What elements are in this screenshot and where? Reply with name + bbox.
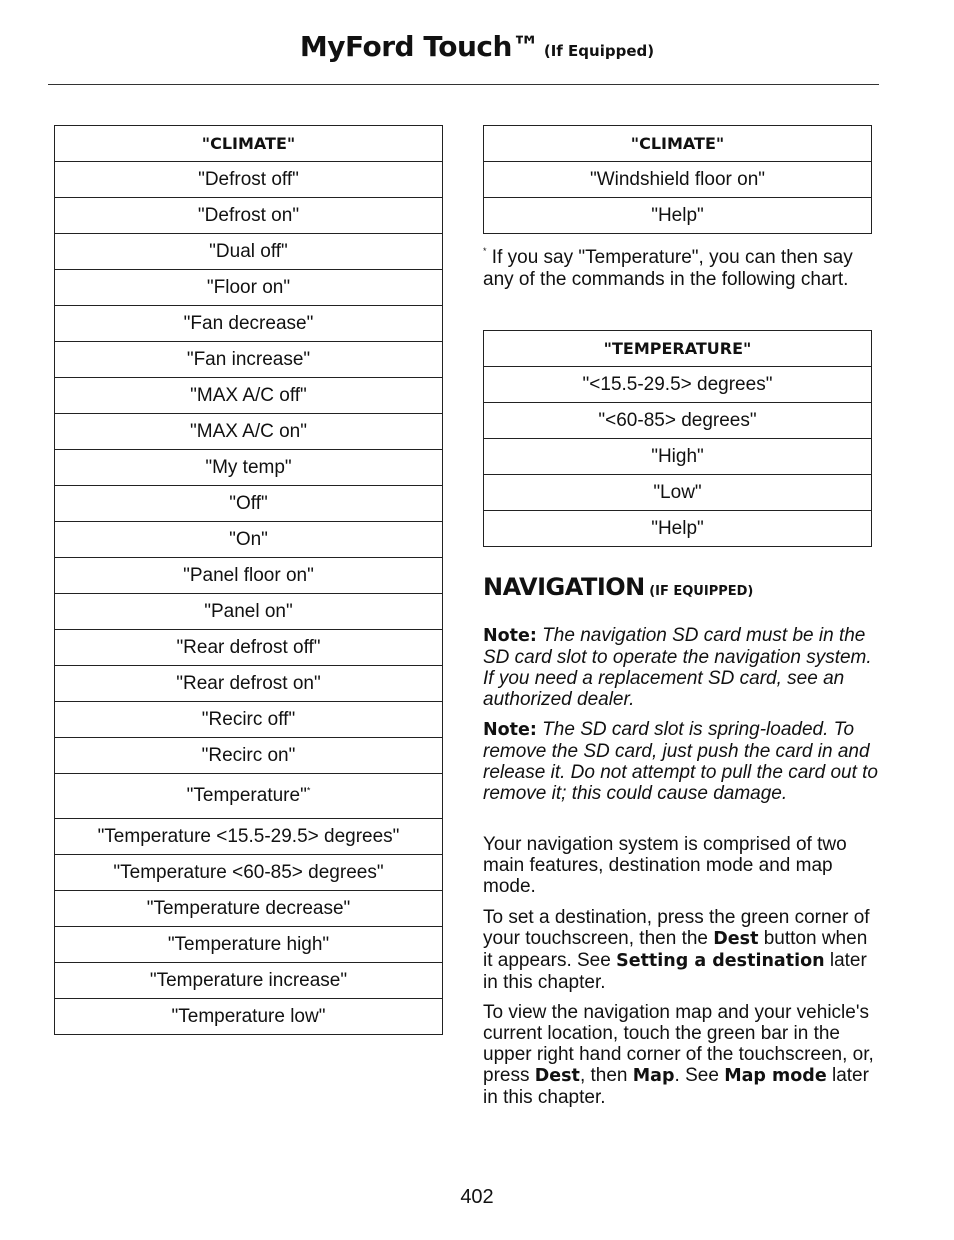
climate-continued-table [483, 125, 872, 234]
table-row [55, 198, 443, 234]
table-row [55, 162, 443, 198]
set-destination-paragraph [483, 907, 878, 993]
table-row [484, 511, 872, 547]
table-cell: "Temperature decrease" [55, 891, 443, 927]
table-row [484, 475, 872, 511]
footnote-text: If you say "Temperature", you can then say any of the commands in the following chart. [483, 247, 853, 290]
table-row [55, 927, 443, 963]
table-cell-text: "Temperature" [186, 785, 307, 806]
table-cell: "Temperature increase" [55, 963, 443, 999]
table-cell: "Help" [484, 198, 872, 234]
table-row [55, 234, 443, 270]
table-row [55, 270, 443, 306]
table-row [55, 558, 443, 594]
map-mode-reference: Map mode [724, 1066, 827, 1086]
footnote [483, 240, 878, 291]
table-cell: "High" [484, 439, 872, 475]
paragraph-text: . See [674, 1065, 725, 1086]
table-row [55, 378, 443, 414]
table-cell: "Low" [484, 475, 872, 511]
table-heading: "CLIMATE" [484, 126, 872, 162]
paragraph-text: To view the navigation map and your vehicle's current location, touch the green bar in the upper right hand corner of the touchscreen, or, press [483, 1002, 874, 1086]
table-cell: "<15.5-29.5> degrees" [484, 367, 872, 403]
paragraph-text: Your navigation system is comprised of two main features, destination mode and map mode. [483, 834, 847, 897]
paragraph-text: To set a destination, press the green corner of your touchscreen, then the [483, 907, 870, 949]
table-row [484, 403, 872, 439]
table-cell [55, 774, 443, 819]
paragraph-text: later in this chapter. [483, 950, 867, 993]
note-sd-card-required [483, 625, 878, 710]
table-cell: "Floor on" [55, 270, 443, 306]
table-cell: "Panel floor on" [55, 558, 443, 594]
setting-destination-reference: Setting a destination [616, 951, 825, 971]
note-sd-card-slot [483, 719, 878, 804]
table-cell: "My temp" [55, 450, 443, 486]
temperature-commands-table [483, 330, 872, 547]
footnote-marker: * [306, 785, 311, 796]
navigation-heading-suffix: (IF EQUIPPED) [649, 584, 754, 599]
table-cell: "Temperature <60-85> degrees" [55, 855, 443, 891]
table-header-row [484, 126, 872, 162]
table-row [484, 198, 872, 234]
table-heading: "CLIMATE" [55, 126, 443, 162]
table-header-row [55, 126, 443, 162]
table-cell: "MAX A/C off" [55, 378, 443, 414]
table-row [55, 630, 443, 666]
table-row [55, 666, 443, 702]
table-heading: "TEMPERATURE" [484, 331, 872, 367]
table-cell: "Temperature <15.5-29.5> degrees" [55, 819, 443, 855]
table-row [484, 367, 872, 403]
header-divider [48, 84, 879, 85]
table-cell: "Recirc off" [55, 702, 443, 738]
table-cell: "On" [55, 522, 443, 558]
table-cell: "Defrost off" [55, 162, 443, 198]
table-row [55, 594, 443, 630]
page-number: 402 [460, 1186, 494, 1208]
table-cell: "Rear defrost off" [55, 630, 443, 666]
table-row [55, 486, 443, 522]
note-label: Note: [483, 626, 537, 646]
table-row [55, 450, 443, 486]
table-row [484, 162, 872, 198]
table-row [55, 891, 443, 927]
table-row [55, 702, 443, 738]
table-cell: "Off" [55, 486, 443, 522]
navigation-section-heading [483, 573, 753, 601]
table-header-row [484, 331, 872, 367]
view-map-paragraph [483, 1002, 878, 1108]
table-row [55, 963, 443, 999]
table-row [55, 819, 443, 855]
table-row [55, 999, 443, 1035]
table-cell: "Rear defrost on" [55, 666, 443, 702]
table-row [55, 522, 443, 558]
table-cell: "Fan increase" [55, 342, 443, 378]
page-subtitle: (If Equipped) [543, 42, 655, 60]
page-title: MyFord Touch™ [299, 30, 540, 63]
note-text: The navigation SD card must be in the SD card slot to operate the navigation system. If you need a replacement SD card, see an authorized dealer. [483, 625, 872, 710]
table-cell: "Help" [484, 511, 872, 547]
table-row [55, 855, 443, 891]
map-button-reference: Map [632, 1066, 675, 1086]
table-cell: "<60-85> degrees" [484, 403, 872, 439]
table-cell: "Dual off" [55, 234, 443, 270]
table-cell: "Fan decrease" [55, 306, 443, 342]
paragraph-text: button when it appears. See [483, 928, 868, 971]
table-cell: "MAX A/C on" [55, 414, 443, 450]
dest-button-reference: Dest [713, 929, 759, 949]
table-row [55, 738, 443, 774]
table-row [55, 342, 443, 378]
table-row [55, 414, 443, 450]
footnote-marker: * [483, 246, 487, 256]
table-row [484, 439, 872, 475]
paragraph-text: later in this chapter. [483, 1065, 869, 1108]
table-cell: "Temperature low" [55, 999, 443, 1035]
climate-commands-table [54, 125, 443, 1035]
table-cell: "Windshield floor on" [484, 162, 872, 198]
table-row [55, 306, 443, 342]
note-text: The SD card slot is spring-loaded. To remove the SD card, just push the card in and release it. Do not attempt to pull the card out to remove it; this could cause damage. [483, 719, 879, 804]
navigation-overview-paragraph [483, 834, 878, 897]
table-cell: "Temperature high" [55, 927, 443, 963]
note-label: Note: [483, 720, 537, 740]
table-cell: "Defrost on" [55, 198, 443, 234]
navigation-heading: NAVIGATION [483, 573, 645, 601]
table-cell: "Recirc on" [55, 738, 443, 774]
table-cell: "Panel on" [55, 594, 443, 630]
paragraph-text: , then [579, 1065, 633, 1086]
dest-button-reference: Dest [534, 1066, 580, 1086]
page-header [0, 30, 954, 63]
table-row [55, 774, 443, 819]
